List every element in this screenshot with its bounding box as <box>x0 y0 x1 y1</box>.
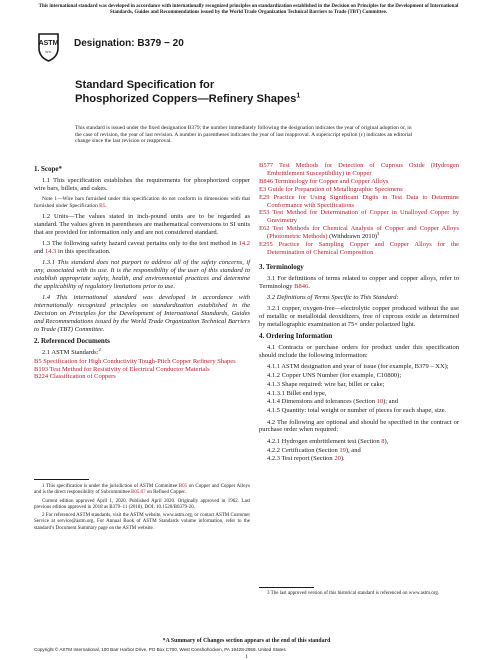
para-4-1-5: 4.1.5 Quantity: total weight or number of pieces for each shape, size. <box>267 407 447 415</box>
link-b5[interactable]: B5 <box>99 202 106 209</box>
para-4-2-1: 4.2.1 Hydrogen embrittlement test (Section 8), <box>267 437 389 445</box>
para-4-1-3: 4.1.3 Shape required: wire bar, billet or cake; <box>267 380 385 388</box>
footnote-1-edition: Current edition approved April 1, 2020. Published April 2020. Originally approved in 1962. Last previous edition approved in 2018 as B379–11 (2018). DOI: 10.1520/B0379-20. <box>34 498 250 510</box>
designation: Designation: B379 − 20 <box>74 38 184 49</box>
ref-b5[interactable]: B5 Specification for High Conductivity Tough-Pitch Copper Refinery Shapes <box>34 357 236 365</box>
ref-b846[interactable]: B846 Terminology for Copper and Copper Alloys <box>259 177 389 185</box>
title-line-2: Phosphorized Coppers—Refinery Shapes$^1$ <box>75 91 301 105</box>
para-4-1-4: 4.1.4 Dimensions and tolerances (Section 10); and <box>267 398 399 406</box>
ref-b577[interactable]: B577 Test Methods for Detection of Cuprous Oxide (Hydrogen Embrittlement Susceptibility) in Copper <box>259 162 459 177</box>
astm-logo <box>36 30 61 63</box>
footnote-2: 2 For referenced ASTM standards, visit the ASTM website, www.astm.org, or contact ASTM Customer Service at service@astm.org. For Annual Book of ASTM Standards volume information, refer to the standard’s Document Summary page on the ASTM website. <box>34 513 250 531</box>
ref-e53[interactable]: E53 Test Method for Determination of Copper in Unalloyed Copper by Gravimetry <box>259 209 459 225</box>
para-4-2-2: 4.2.2 Certification (Section 19), and <box>267 446 361 454</box>
para-3-2: 3.2 Definitions of Terms Specific to This Standard: <box>267 293 399 301</box>
svg-text:INTL: INTL <box>45 50 52 54</box>
title-line-1: Standard Specification for <box>75 79 215 91</box>
footnote-divider-left <box>34 479 89 480</box>
tbt-notice: This international standard was developed in accordance with internationally recognized principles on standardization established in the Decision on Principles for the Development of International Standards, Guides and Recommendations issued by the World Trade Organization Technical Barriers to Trade (TBT) Committee. <box>38 4 459 16</box>
footnote-3: 3 The last approved version of this historical standard is referenced on www.astm.org. <box>267 591 440 596</box>
para-4-2-3: 4.2.3 Test report (Section 20). <box>267 455 345 463</box>
para-4-1: 4.1 Contracts or purchase orders for product under this specification should include the following information: <box>259 343 459 359</box>
link-14-2[interactable]: 14.2 <box>238 240 250 248</box>
para-1-2: 1.2 Units—The values stated in inch-pound units are to be regarded as standard. The values given in parentheses are mathematical conversions to SI units that are provided for information only and are not considered standard. <box>34 213 250 237</box>
copyright-line: Copyright © ASTM International, 100 Barr Harbor Drive, PO Box C700, West Conshohocken, PA 19428-2959. United States <box>34 647 286 652</box>
para-4-1-1: 4.1.1 ASTM designation and year of issue (for example, B379 – XX); <box>267 362 449 370</box>
issued-statement: This standard is issued under the fixed designation B379; the number immediately following the designation indicates the year of original adoption or, in the case of revision, the year of last revision. A number in parentheses indicates the year of last reapproval. A superscript epsilon (ε) indicates an editorial change since the last revision or reapproval. <box>75 125 413 145</box>
link-section-8[interactable]: 8 <box>381 437 385 445</box>
footnote-1: 1 This specification is under the jurisdiction of ASTM Committee B05 on Copper and Copper Alloys and is the direct responsibility of Subcommittee B05.07 on Refined Copper. <box>34 484 251 496</box>
link-b05-07[interactable]: B05.07 <box>131 490 146 496</box>
link-section-20[interactable]: 20 <box>334 455 341 463</box>
summary-of-changes-note: *A Summary of Changes section appears at the end of this standard <box>162 638 331 644</box>
footnote-divider-right <box>259 587 314 588</box>
para-1-4: 1.4 This international standard was developed in accordance with internationally recognized principles on standardization established in the Decision on Principles for the Development of International Standards, Guides and Recommendations issued by the World Trade Organization Technical Barriers to Trade (TBT) Committee. <box>34 294 250 333</box>
para-1-3: 1.3 The following safety hazard caveat pertains only to the test method in 14.2 and 14.3 in this specification. <box>34 240 250 256</box>
para-1-3-1: 1.3.1 This standard does not purport to address all of the safety concerns, if any, associated with its use. It is the responsibility of the user of this standard to establish appropriate safety, health, and environmental practices and determine the applicability of regulatory limitations prior to use. <box>34 259 250 291</box>
para-3-2-1: 3.2.1 copper, oxygen-free—electrolytic copper produced without the use of metallic or metalloidal deoxidizers, free of cuprous oxide as determined by metallographic examination at 75× under polarized light. <box>259 305 459 328</box>
section-scope-heading: 1. Scope* <box>34 165 62 173</box>
para-2-1: 2.1 ASTM Standards:$^2$ <box>42 346 101 356</box>
note-1: Note 1—Wire bars furnished under this specification do not conform in dimensions with that furnished under Specification B5. <box>34 196 250 209</box>
right-column <box>259 162 459 467</box>
link-14-3[interactable]: 14.3 <box>45 248 57 256</box>
svg-text:ASTM: ASTM <box>38 40 59 47</box>
para-4-1-2: 4.1.2 Copper UNS Number (for example, C10800); <box>267 371 402 379</box>
link-section-10[interactable]: 10 <box>376 398 384 406</box>
title-footnote-marker: 1 <box>296 91 301 99</box>
ref-b224[interactable]: B224 Classification of Coppers <box>34 373 116 381</box>
page-number: 1 <box>245 654 248 660</box>
para-4-1-3-1: 4.1.3.1 Billet end type, <box>267 389 327 397</box>
left-column <box>34 162 250 381</box>
ref-e3[interactable]: E3 Guide for Preparation of Metallographic Specimens <box>259 185 403 193</box>
section-ordering-heading: 4. Ordering Information <box>259 331 333 340</box>
section-terminology-heading: 3. Terminology <box>259 262 304 271</box>
para-4-2: 4.2 The following are optional and should be specified in the contract or purchase order when required: <box>259 418 459 434</box>
footnotes-left <box>34 484 250 534</box>
section-referenced-documents-heading: 2. Referenced Documents <box>34 336 110 345</box>
ref-b193[interactable]: B193 Test Method for Resistivity of Electrical Conductor Materials <box>34 365 210 373</box>
link-b846[interactable]: B846 <box>294 282 309 290</box>
link-section-19[interactable]: 19 <box>339 446 346 454</box>
para-3-1: 3.1 For definitions of terms related to copper and copper alloys, refer to Terminology B846. <box>259 274 459 290</box>
ref-e255[interactable]: E255 Practice for Sampling Copper and Copper Alloys for the Determination of Chemical Composition <box>259 241 459 256</box>
document-title <box>75 79 415 106</box>
ref-e29[interactable]: E29 Practice for Using Significant Digits in Test Data to Determine Conformance with Specifications <box>259 193 459 209</box>
ref-e62[interactable]: E62 Test Methods for Chemical Analysis of Copper and Copper Alloys (Photometric Methods) (Withdrawn 2010)$^3$ <box>259 225 459 241</box>
link-b05[interactable]: B05 <box>178 484 188 489</box>
para-1-1: 1.1 This specification establishes the requirements for phosphorized copper wire bars, billets, and cakes. <box>34 176 250 192</box>
